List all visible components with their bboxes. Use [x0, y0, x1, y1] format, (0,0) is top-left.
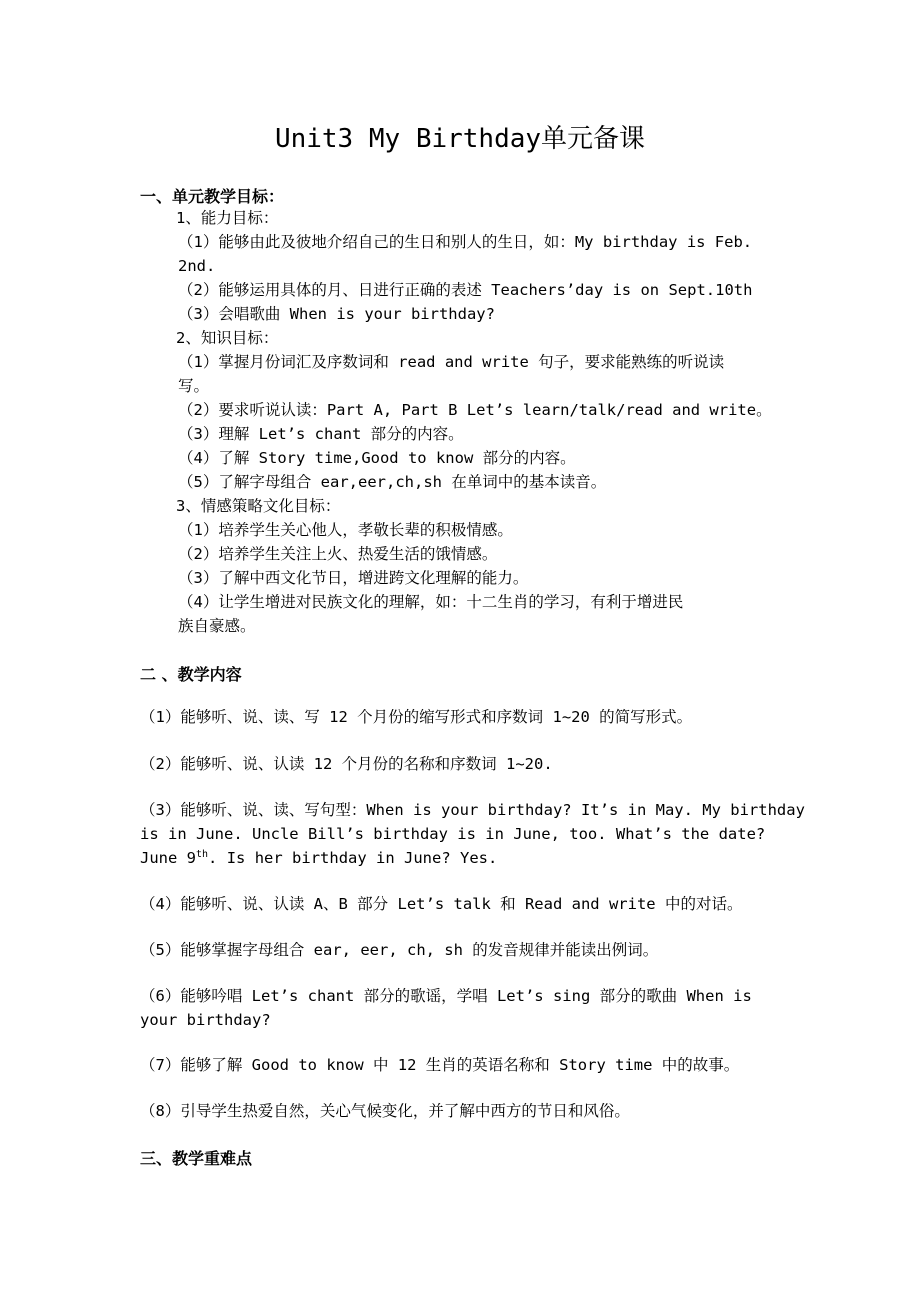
date-text: June 9: [140, 849, 196, 867]
content-item-3: （3）能够听、说、读、写句型：When is your birthday? It’s in May. My birthday: [140, 801, 805, 819]
content-item-7: （7）能够了解 Good to know 中 12 生肖的英语名称和 Story time 中的故事。: [140, 1056, 740, 1074]
goal-2-item-4: （4）了解 Story time,Good to know 部分的内容。: [178, 449, 576, 467]
goal-2-item-3: （3）理解 Let’s chant 部分的内容。: [178, 425, 464, 443]
content-item-4: （4）能够听、说、认读 A、B 部分 Let’s talk 和 Read and write 中的对话。: [140, 895, 743, 913]
goal-1-item-1: （1）能够由此及彼地介绍自己的生日和别人的生日，如：My birthday is Feb.: [178, 233, 753, 251]
goal-3-item-4: （4）让学生增进对民族文化的理解，如：十二生肖的学习，有利于增进民: [178, 593, 684, 611]
goal-1-label: 1、能力目标：: [176, 209, 279, 227]
ordinal-suffix: th: [196, 848, 209, 860]
content-item-8: （8）引导学生热爱自然，关心气候变化，并了解中西方的节日和风俗。: [140, 1102, 630, 1120]
goal-2-item-1: （1）掌握月份词汇及序数词和 read and write 句子，要求能熟练的听说读: [178, 353, 725, 371]
goal-3-item-1: （1）培养学生关心他人，孝敬长辈的积极情感。: [178, 521, 513, 539]
goal-1-item-1-cont: 2nd.: [178, 257, 216, 275]
content-item-6: （6）能够吟唱 Let’s chant 部分的歌谣，学唱 Let’s sing 部分的歌曲 When is: [140, 987, 752, 1005]
content-item-2: （2）能够听、说、认读 12 个月份的名称和序数词 1~20.: [140, 755, 553, 773]
goal-3-item-2: （2）培养学生关注上火、热爱生活的饿情感。: [178, 545, 498, 563]
section-2-heading: 二 、教学内容: [140, 665, 242, 684]
content-item-1: （1）能够听、说、读、写 12 个月份的缩写形式和序数词 1~20 的简写形式。: [140, 708, 693, 726]
content-item-3-cont-2: [140, 846, 497, 870]
goal-2-item-5: （5）了解字母组合 ear,eer,ch,sh 在单词中的基本读音。: [178, 473, 607, 491]
goal-2-item-1-cont: 写。: [178, 377, 210, 395]
content-item-5: （5）能够掌握字母组合 ear, eer, ch, sh 的发音规律并能读出例词。: [140, 941, 659, 959]
goal-1-item-3: （3）会唱歌曲 When is your birthday?: [178, 305, 495, 323]
goal-3-item-4-cont: 族自豪感。: [178, 617, 256, 635]
date-text-rest: . Is her birthday in June? Yes.: [208, 849, 498, 867]
goal-2-item-2: （2）要求听说认读：Part A, Part B Let’s learn/talk/read and write。: [178, 401, 772, 419]
goal-1-item-2: （2）能够运用具体的月、日进行正确的表述 Teachers’day is on Sept.10th: [178, 281, 753, 299]
goal-3-label: 3、情感策略文化目标：: [176, 497, 341, 515]
content-item-3-cont: is in June. Uncle Bill’s birthday is in June, too. What’s the date?: [140, 825, 766, 843]
document-title: Unit3 My Birthday单元备课: [274, 124, 646, 154]
goal-3-item-3: （3）了解中西文化节日，增进跨文化理解的能力。: [178, 569, 529, 587]
section-1-heading: 一、单元教学目标：: [140, 187, 285, 206]
section-3-heading: 三、教学重难点: [140, 1149, 253, 1168]
goal-2-label: 2、知识目标：: [176, 329, 279, 347]
content-item-6-cont: your birthday?: [140, 1011, 271, 1029]
